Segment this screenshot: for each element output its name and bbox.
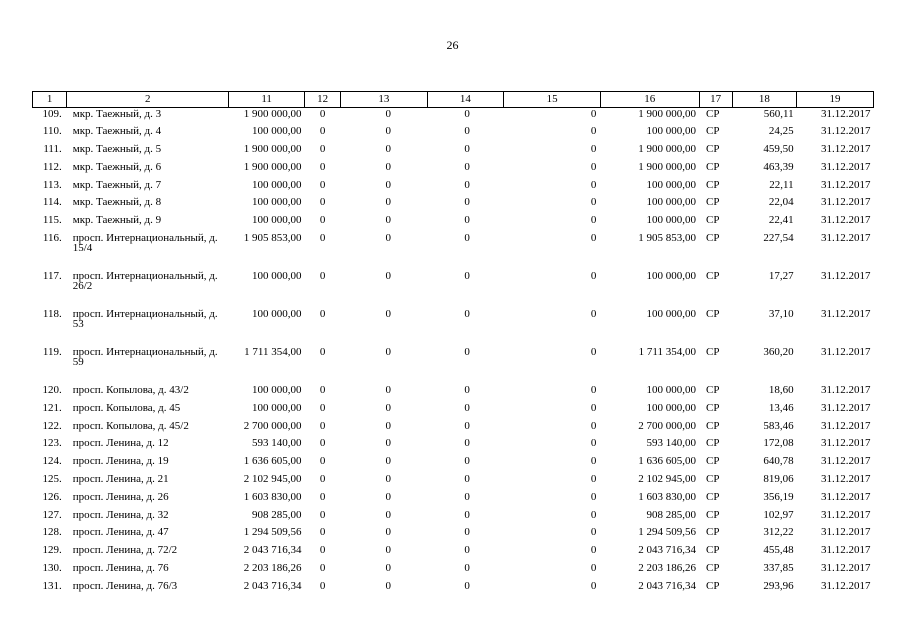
address: просп. Интернациональный, д. 15/4 [72,232,218,254]
cell-col-17: СР [706,544,720,557]
cell-col-19: 31.12.2017 [821,232,871,245]
cell-col-15: 0 [590,270,597,283]
cell-col-13: 0 [385,455,391,468]
cell-col-13: 0 [385,178,391,191]
cell-col-14: 0 [464,490,470,503]
cell-col-15: 0 [590,232,597,245]
cell-col-17: СР [706,419,720,432]
cell-col-19: 31.12.2017 [821,160,871,173]
cell-col-12: 0 [319,125,326,138]
cell-col-16: 1 905 853,00 [638,232,696,245]
cell-col-18: 819,06 [763,473,794,486]
cell-col-12: 0 [319,401,326,414]
cell-col-15: 0 [590,562,597,575]
table-row [33,179,874,197]
row-number: 127. [42,508,62,521]
cell-col-14: 0 [464,108,470,120]
row-number: 118. [42,308,62,321]
cell-col-15: 0 [590,160,597,173]
cell-col-16: 100 000,00 [646,401,696,414]
cell-col-17: СР [706,160,720,173]
cell-col-15: 0 [590,544,597,557]
cell-col-19: 31.12.2017 [821,455,871,468]
cell-col-19: 31.12.2017 [821,419,871,432]
cell-col-15: 0 [590,308,597,321]
cell-col-12: 0 [319,526,326,539]
cell-col-14: 0 [464,544,470,557]
cell-col-19: 31.12.2017 [821,579,871,592]
cell-col-12: 0 [319,544,326,557]
cell-col-16: 100 000,00 [646,125,696,138]
cell-col-17: СР [706,214,720,227]
address: просп. Копылова, д. 45/2 [72,419,189,432]
table-row [33,509,874,527]
cell-col-16: 1 900 000,00 [638,108,696,120]
address: мкр. Таежный, д. 9 [72,214,162,227]
cell-col-17: СР [706,455,720,468]
cell-col-15: 0 [590,401,597,414]
cell-col-17: СР [706,125,720,138]
row-number: 119. [42,346,62,359]
cell-col-17: СР [706,579,720,592]
table-row [33,108,874,126]
table-row [33,143,874,161]
cell-col-15: 0 [590,455,597,468]
cell-col-11: 100 000,00 [252,270,302,283]
cell-col-14: 0 [464,125,470,138]
cell-col-16: 2 700 000,00 [638,419,696,432]
column-header: 11 [229,92,305,108]
cell-col-11: 1 905 853,00 [243,232,302,245]
cell-col-17: СР [706,473,720,486]
cell-col-16: 2 203 186,26 [638,562,696,575]
cell-col-12: 0 [319,214,326,227]
cell-col-14: 0 [464,473,470,486]
table-row [33,232,874,270]
row-number: 116. [42,232,62,245]
cell-col-12: 0 [319,455,326,468]
row-number: 114. [42,196,62,209]
row-number: 113. [42,178,62,191]
cell-col-19: 31.12.2017 [821,308,871,321]
cell-col-11: 1 636 605,00 [243,455,302,468]
cell-col-11: 100 000,00 [252,214,302,227]
row-number: 126. [42,490,62,503]
row-number: 109. [42,108,62,120]
cell-col-11: 1 900 000,00 [243,108,302,120]
cell-col-17: СР [706,143,720,156]
cell-col-15: 0 [590,108,597,120]
address: просп. Ленина, д. 47 [72,526,169,539]
row-number: 111. [43,143,62,156]
cell-col-17: СР [706,437,720,450]
cell-col-11: 1 900 000,00 [243,143,302,156]
cell-col-13: 0 [385,508,391,521]
cell-col-11: 100 000,00 [252,196,302,209]
cell-col-17: СР [706,308,720,321]
cell-col-16: 100 000,00 [646,178,696,191]
cell-col-13: 0 [385,346,391,359]
row-number: 115. [42,214,62,227]
cell-col-13: 0 [385,490,391,503]
cell-col-11: 1 900 000,00 [243,160,302,173]
cell-col-19: 31.12.2017 [821,143,871,156]
cell-col-18: 455,48 [763,544,794,557]
cell-col-18: 17,27 [768,270,794,283]
address: мкр. Таежный, д. 7 [72,178,162,191]
row-number: 120. [42,384,62,397]
cell-col-15: 0 [590,125,597,138]
cell-col-14: 0 [464,214,470,227]
row-number: 121. [42,401,62,414]
address: просп. Интернациональный, д. 59 [72,346,218,368]
cell-col-17: СР [706,232,720,245]
column-header: 14 [427,92,504,108]
cell-col-19: 31.12.2017 [821,544,871,557]
cell-col-11: 2 043 716,34 [243,544,302,557]
address: просп. Ленина, д. 76/3 [72,579,178,592]
cell-col-18: 360,20 [763,346,794,359]
table-row [33,491,874,509]
cell-col-18: 24,25 [768,125,794,138]
cell-col-19: 31.12.2017 [821,437,871,450]
cell-col-11: 1 294 509,56 [243,526,302,539]
cell-col-13: 0 [385,562,391,575]
cell-col-16: 2 043 716,34 [638,544,696,557]
cell-col-15: 0 [590,579,597,592]
cell-col-11: 908 285,00 [252,508,302,521]
cell-col-19: 31.12.2017 [821,270,871,283]
cell-col-12: 0 [319,419,326,432]
cell-col-16: 100 000,00 [646,270,696,283]
cell-col-17: СР [706,526,720,539]
address: просп. Копылова, д. 43/2 [72,384,189,397]
cell-col-14: 0 [464,455,470,468]
cell-col-11: 100 000,00 [252,384,302,397]
table-row [33,437,874,455]
cell-col-12: 0 [319,108,326,120]
cell-col-18: 172,08 [763,437,794,450]
cell-col-13: 0 [385,160,391,173]
cell-col-16: 100 000,00 [646,308,696,321]
cell-col-17: СР [706,196,720,209]
table-row [33,544,874,562]
cell-col-19: 31.12.2017 [821,562,871,575]
cell-col-14: 0 [464,160,470,173]
cell-col-14: 0 [464,346,470,359]
cell-col-19: 31.12.2017 [821,490,871,503]
table-row [33,473,874,491]
cell-col-16: 908 285,00 [646,508,696,521]
cell-col-16: 100 000,00 [646,384,696,397]
column-header: 17 [699,92,732,108]
cell-col-18: 227,54 [763,232,794,245]
cell-col-14: 0 [464,437,470,450]
column-header: 18 [732,92,796,108]
cell-col-18: 18,60 [768,384,794,397]
row-number: 129. [42,544,62,557]
cell-col-12: 0 [319,508,326,521]
column-header: 12 [305,92,341,108]
address: просп. Ленина, д. 12 [72,437,169,450]
cell-col-14: 0 [464,401,470,414]
cell-col-11: 2 102 945,00 [243,473,302,486]
table-row [33,402,874,420]
cell-col-13: 0 [385,214,391,227]
cell-col-19: 31.12.2017 [821,346,871,359]
row-number: 130. [42,562,62,575]
cell-col-13: 0 [385,437,391,450]
address: просп. Ленина, д. 19 [72,455,169,468]
cell-col-11: 100 000,00 [252,125,302,138]
cell-col-13: 0 [385,526,391,539]
cell-col-18: 337,85 [763,562,794,575]
cell-col-12: 0 [319,178,326,191]
cell-col-14: 0 [464,579,470,592]
cell-col-18: 37,10 [768,308,794,321]
cell-col-19: 31.12.2017 [821,508,871,521]
cell-col-15: 0 [590,508,597,521]
cell-col-11: 2 043 716,34 [243,579,302,592]
cell-col-17: СР [706,562,720,575]
cell-col-17: СР [706,178,720,191]
cell-col-13: 0 [385,544,391,557]
cell-col-18: 583,46 [763,419,794,432]
cell-col-12: 0 [319,270,326,283]
table-row [33,384,874,402]
cell-col-11: 593 140,00 [252,437,302,450]
table-row [33,580,874,598]
table-row [33,420,874,438]
column-header: 1 [33,92,67,108]
address: мкр. Таежный, д. 8 [72,196,162,209]
cell-col-18: 312,22 [763,526,794,539]
cell-col-14: 0 [464,178,470,191]
cell-col-15: 0 [590,490,597,503]
cell-col-12: 0 [319,308,326,321]
cell-col-19: 31.12.2017 [821,196,871,209]
cell-col-17: СР [706,490,720,503]
cell-col-19: 31.12.2017 [821,526,871,539]
cell-col-19: 31.12.2017 [821,125,871,138]
cell-col-16: 2 043 716,34 [638,579,696,592]
cell-col-12: 0 [319,196,326,209]
table-row [33,346,874,384]
column-header: 2 [67,92,229,108]
cell-col-18: 22,11 [769,178,794,191]
cell-col-12: 0 [319,232,326,245]
cell-col-15: 0 [590,473,597,486]
cell-col-17: СР [706,346,720,359]
cell-col-11: 1 603 830,00 [243,490,302,503]
table-row [33,196,874,214]
cell-col-14: 0 [464,270,470,283]
cell-col-18: 463,39 [763,160,794,173]
table-row [33,562,874,580]
cell-col-11: 2 203 186,26 [243,562,302,575]
cell-col-14: 0 [464,419,470,432]
cell-col-13: 0 [385,108,391,120]
address: мкр. Таежный, д. 6 [72,160,162,173]
cell-col-13: 0 [385,401,391,414]
address: просп. Интернациональный, д. 53 [72,308,218,330]
cell-col-12: 0 [319,346,326,359]
cell-col-16: 1 636 605,00 [638,455,696,468]
cell-col-11: 2 700 000,00 [243,419,302,432]
row-number: 110. [42,125,62,138]
cell-col-12: 0 [319,384,326,397]
table-row [33,455,874,473]
cell-col-12: 0 [319,562,326,575]
address: мкр. Таежный, д. 3 [72,108,162,120]
address: просп. Ленина, д. 21 [72,473,169,486]
cell-col-15: 0 [590,346,597,359]
cell-col-17: СР [706,270,720,283]
address: просп. Ленина, д. 72/2 [72,544,178,557]
cell-col-16: 100 000,00 [646,196,696,209]
address: просп. Ленина, д. 32 [72,508,169,521]
table-row [33,526,874,544]
cell-col-16: 2 102 945,00 [638,473,696,486]
header-row [33,92,874,108]
cell-col-16: 593 140,00 [646,437,696,450]
cell-col-14: 0 [464,308,470,321]
cell-col-17: СР [706,401,720,414]
cell-col-19: 31.12.2017 [821,473,871,486]
cell-col-13: 0 [385,308,391,321]
table-row [33,308,874,346]
row-number: 122. [42,419,62,432]
cell-col-13: 0 [385,232,391,245]
cell-col-18: 640,78 [763,455,794,468]
row-number: 123. [42,437,62,450]
cell-col-14: 0 [464,384,470,397]
cell-col-15: 0 [590,143,597,156]
row-number: 124. [42,455,62,468]
cell-col-13: 0 [385,384,391,397]
cell-col-14: 0 [464,232,470,245]
table-row [33,161,874,179]
column-header: 13 [341,92,427,108]
cell-col-12: 0 [319,143,326,156]
cell-col-19: 31.12.2017 [821,214,871,227]
cell-col-18: 102,97 [763,508,794,521]
row-number: 128. [42,526,62,539]
row-number: 112. [42,160,62,173]
cell-col-11: 100 000,00 [252,401,302,414]
cell-col-14: 0 [464,508,470,521]
address: просп. Интернациональный, д. 26/2 [72,270,218,292]
cell-col-13: 0 [385,579,391,592]
cell-col-14: 0 [464,196,470,209]
address: мкр. Таежный, д. 4 [72,125,162,138]
cell-col-13: 0 [385,473,391,486]
cell-col-11: 100 000,00 [252,178,302,191]
column-header: 16 [600,92,699,108]
cell-col-19: 31.12.2017 [821,108,871,120]
address: просп. Ленина, д. 26 [72,490,169,503]
cell-col-16: 1 900 000,00 [638,160,696,173]
table-row [33,270,874,308]
cell-col-14: 0 [464,526,470,539]
address: просп. Ленина, д. 76 [72,562,169,575]
cell-col-18: 293,96 [763,579,794,592]
cell-col-16: 1 711 354,00 [638,346,696,359]
cell-col-17: СР [706,108,720,120]
cell-col-15: 0 [590,526,597,539]
cell-col-13: 0 [385,125,391,138]
page-number: 26 [446,38,459,52]
table-row [33,125,874,143]
table-body [33,108,874,598]
cell-col-16: 1 603 830,00 [638,490,696,503]
cell-col-12: 0 [319,579,326,592]
cell-col-13: 0 [385,143,391,156]
cell-col-15: 0 [590,178,597,191]
cell-col-12: 0 [319,437,326,450]
row-number: 131. [42,579,62,592]
cell-col-17: СР [706,508,720,521]
cell-col-19: 31.12.2017 [821,401,871,414]
address: мкр. Таежный, д. 5 [72,143,162,156]
cell-col-15: 0 [590,384,597,397]
cell-col-11: 100 000,00 [252,308,302,321]
cell-col-16: 1 294 509,56 [638,526,696,539]
cell-col-12: 0 [319,473,326,486]
cell-col-13: 0 [385,196,391,209]
cell-col-15: 0 [590,196,597,209]
table-row [33,214,874,232]
column-header: 19 [797,92,874,108]
cell-col-19: 31.12.2017 [821,384,871,397]
cell-col-18: 459,50 [763,143,794,156]
cell-col-12: 0 [319,160,326,173]
cell-col-15: 0 [590,214,597,227]
cell-col-13: 0 [385,270,391,283]
cell-col-12: 0 [319,490,326,503]
column-header: 15 [504,92,601,108]
cell-col-16: 100 000,00 [646,214,696,227]
cell-col-18: 13,46 [768,401,794,414]
cell-col-19: 31.12.2017 [821,178,871,191]
cell-col-18: 356,19 [763,490,794,503]
cell-col-11: 1 711 354,00 [244,346,302,359]
row-number: 117. [42,270,62,283]
row-number: 125. [42,473,62,486]
cell-col-15: 0 [590,419,597,432]
cell-col-14: 0 [464,562,470,575]
cell-col-15: 0 [590,437,597,450]
cell-col-18: 22,04 [768,196,794,209]
cell-col-17: СР [706,384,720,397]
cell-col-16: 1 900 000,00 [638,143,696,156]
cell-col-18: 22,41 [768,214,794,227]
cell-col-14: 0 [464,143,470,156]
address: просп. Копылова, д. 45 [72,401,181,414]
cell-col-18: 560,11 [763,108,794,120]
cell-col-13: 0 [385,419,391,432]
data-table [32,91,874,598]
